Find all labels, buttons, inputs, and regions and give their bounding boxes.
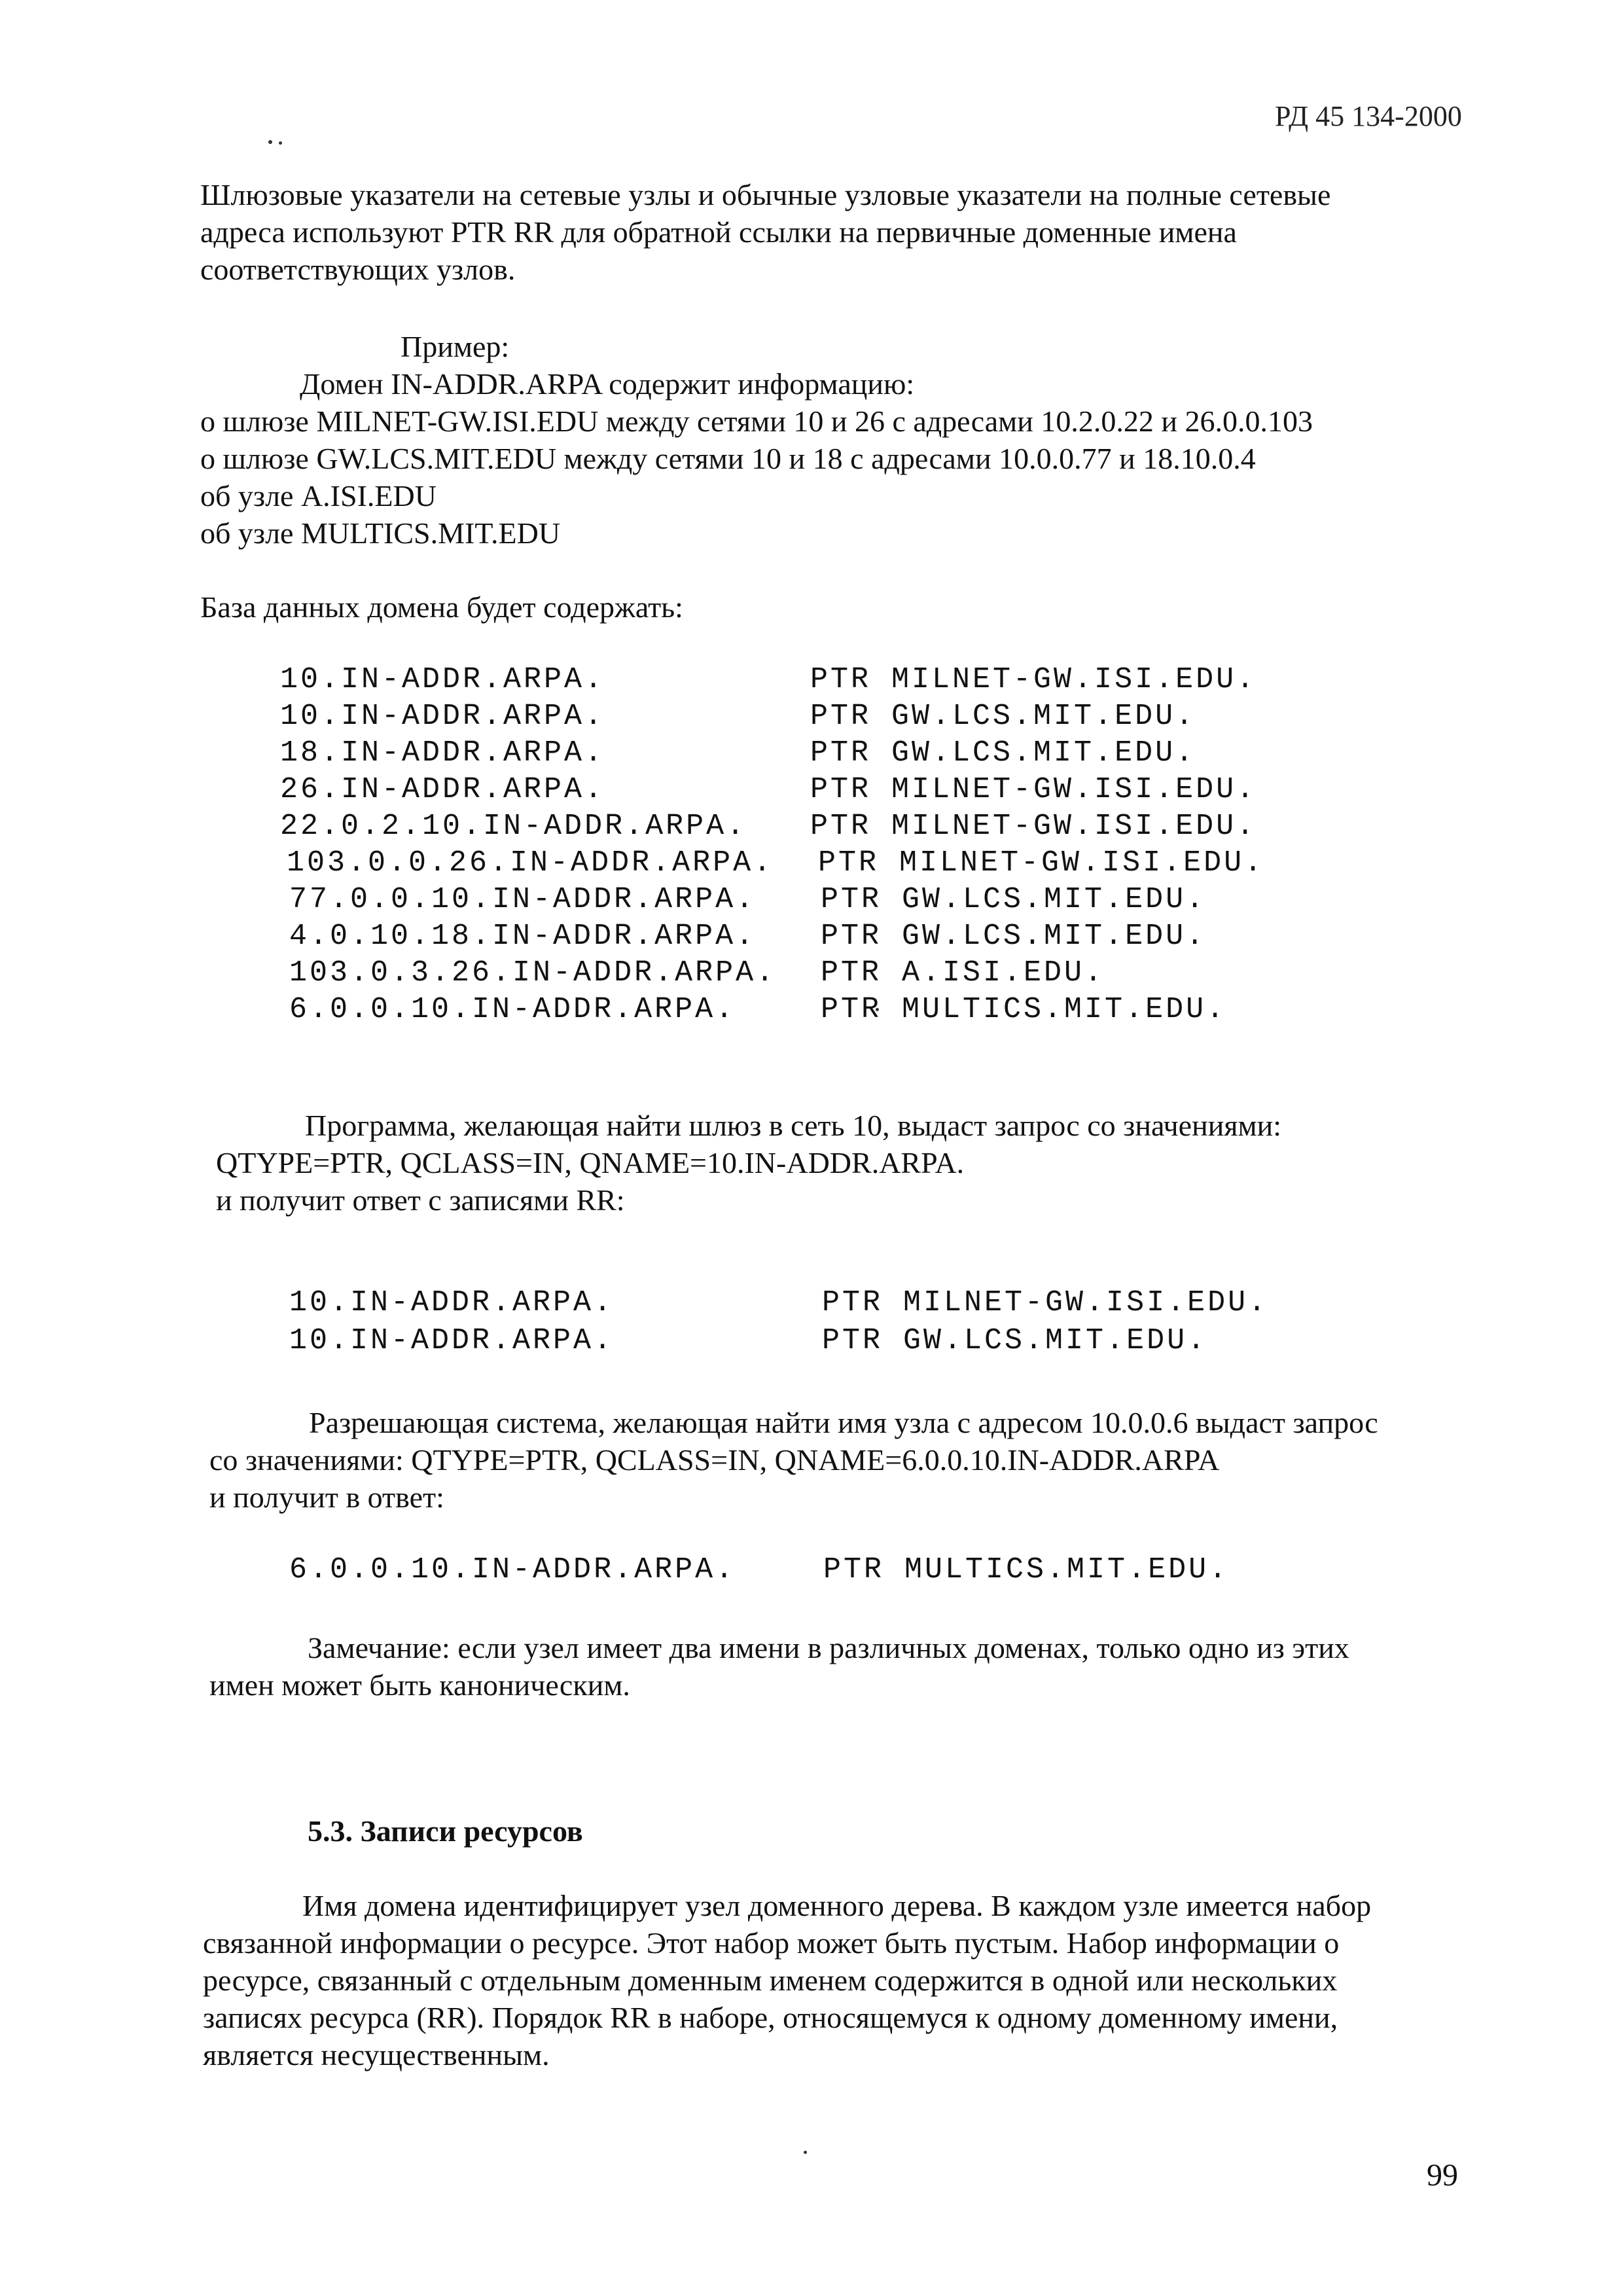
record-ptr: PTR GW.LCS.MIT.EDU. [810, 700, 1196, 733]
db-intro: База данных домена будет содержать: [200, 590, 683, 624]
query-line: и получит в ответ: [209, 1480, 444, 1514]
example-line: о шлюзе GW.LCS.MIT.EDU между сетями 10 и 18 с адресами 10.0.0.77 и 18.10.0.4 [200, 442, 1256, 475]
record-ptr: PTR MULTICS.MIT.EDU. [823, 1553, 1230, 1587]
example-heading: Пример: [401, 330, 510, 363]
record-ptr: PTR MILNET-GW.ISI.EDU. [810, 810, 1257, 843]
page-number: 99 [1427, 2158, 1458, 2193]
query-line: и получит ответ с записями RR: [216, 1183, 625, 1217]
record-name: 6.0.0.10.IN-ADDR.ARPA. [289, 1553, 736, 1587]
record-name: 4.0.10.18.IN-ADDR.ARPA. [289, 920, 757, 953]
record-name: 22.0.2.10.IN-ADDR.ARPA. [280, 810, 747, 843]
record-name: 103.0.3.26.IN-ADDR.ARPA. [289, 956, 777, 990]
record-name: 77.0.0.10.IN-ADDR.ARPA. [289, 883, 757, 916]
record-ptr: PTR GW.LCS.MIT.EDU. [821, 883, 1207, 916]
record-name: 10.IN-ADDR.ARPA. [289, 1324, 615, 1357]
record-name: 10.IN-ADDR.ARPA. [280, 663, 605, 696]
record-ptr: PTR GW.LCS.MIT.EDU. [810, 736, 1196, 770]
record-ptr: PTR MILNET-GW.ISI.EDU. [810, 663, 1257, 696]
record-ptr: PTR GW.LCS.MIT.EDU. [822, 1324, 1208, 1357]
record-ptr: PTR MILNET-GW.ISI.EDU. [822, 1286, 1269, 1319]
note-line: Замечание: если узел имеет два имени в различных доменах, только одно из этих [308, 1631, 1349, 1664]
record-ptr: PTR MILNET-GW.ISI.EDU. [810, 773, 1257, 806]
record-name: 10.IN-ADDR.ARPA. [289, 1286, 615, 1319]
example-line: об узле MULTICS.MIT.EDU [200, 516, 561, 550]
record-ptr: PTR GW.LCS.MIT.EDU. [821, 920, 1207, 953]
record-ptr: PTR A.ISI.EDU. [821, 956, 1105, 990]
query-line: со значениями: QTYPE=PTR, QCLASS=IN, QNAME=6.0.0.10.IN-ADDR.ARPA [209, 1443, 1220, 1477]
section-title: 5.3. Записи ресурсов [308, 1814, 583, 1848]
scan-speck [804, 2151, 807, 2154]
record-name: 6.0.0.10.IN-ADDR.ARPA. [289, 993, 736, 1026]
document-code: РД 45 134-2000 [1275, 100, 1462, 132]
section-line: Имя домена идентифицирует узел доменного дерева. В каждом узле имеется набор [302, 1889, 1372, 1922]
record-name: 10.IN-ADDR.ARPA. [280, 700, 605, 733]
record-name: 18.IN-ADDR.ARPA. [280, 736, 605, 770]
scan-speck [268, 140, 272, 144]
scan-speck [279, 141, 282, 145]
section-line: связанной информации о ресурсе. Этот набор может быть пустым. Набор информации о [203, 1926, 1340, 1960]
example-line: о шлюзе MILNET-GW.ISI.EDU между сетями 10 и 26 с адресами 10.2.0.22 и 26.0.0.103 [200, 404, 1313, 438]
section-line: является несущественным. [203, 2038, 550, 2072]
record-name: 103.0.0.26.IN-ADDR.ARPA. [287, 846, 774, 880]
example-line: Домен IN-ADDR.ARPA содержит информацию: [300, 367, 915, 401]
note-line: имен может быть каноническим. [209, 1668, 630, 1702]
intro-line: Шлюзовые указатели на сетевые узлы и обычные узловые указатели на полные сетевые [200, 178, 1331, 211]
intro-line: адреса используют PTR RR для обратной ссылки на первичные доменные имена [200, 215, 1237, 249]
section-line: записях ресурса (RR). Порядок RR в наборе, относящемуся к одному доменному имени, [203, 2001, 1338, 2034]
section-line: ресурсе, связанный с отдельным доменным именем содержится в одной или нескольких [203, 1964, 1338, 1997]
record-ptr: PTR MILNET-GW.ISI.EDU. [818, 846, 1265, 880]
intro-line: соответствующих узлов. [200, 253, 516, 286]
query-line: QTYPE=PTR, QCLASS=IN, QNAME=10.IN-ADDR.ARPA. [216, 1146, 965, 1179]
example-line: об узле A.ISI.EDU [200, 479, 437, 512]
record-ptr: PTR MULTICS.MIT.EDU. [821, 993, 1227, 1026]
query-line: Программа, желающая найти шлюз в сеть 10, выдаст запрос со значениями: [305, 1109, 1281, 1142]
query-line: Разрешающая система, желающая найти имя узла с адресом 10.0.0.6 выдаст запрос [309, 1406, 1378, 1439]
record-name: 26.IN-ADDR.ARPA. [280, 773, 605, 806]
